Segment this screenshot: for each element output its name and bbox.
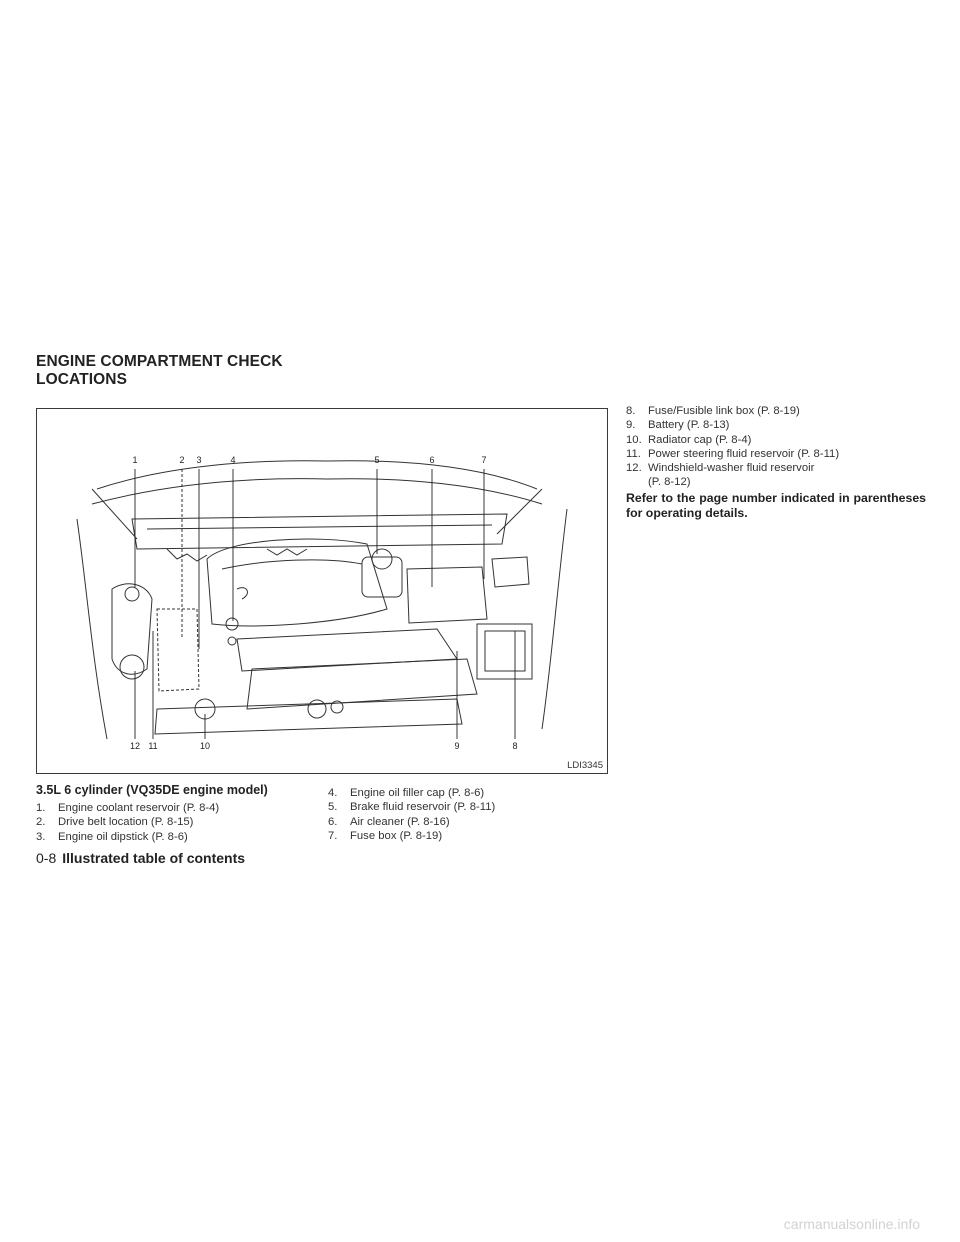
callout-8: 8: [512, 741, 518, 751]
list-item: [328, 800, 608, 814]
callout-9: 9: [454, 741, 460, 751]
item-text: Battery (P. 8-13): [648, 419, 730, 432]
item-number: 4.: [328, 787, 338, 799]
item-number: 11.: [626, 447, 641, 460]
item-text: Windshield-washer fluid reservoir: [648, 462, 815, 475]
list-item: [36, 801, 316, 815]
item-text: Air cleaner (P. 8-16): [350, 815, 450, 828]
book-section-title: Illustrated table of contents: [62, 850, 246, 866]
item-text: Fuse box (P. 8-19): [350, 829, 443, 842]
callout-1: 1: [132, 455, 138, 465]
operating-details-note: Refer to the page number indicated in parentheses for operating details.: [626, 491, 926, 520]
section-title: [36, 353, 336, 389]
item-text: Engine coolant reservoir (P. 8-4): [58, 802, 220, 814]
list-item-continuation: (P. 8-12): [648, 476, 691, 489]
figure-caption: 3.5L 6 cylinder (VQ35DE engine model): [36, 783, 268, 797]
figure-code: LDI3345: [567, 760, 603, 771]
item-number: 9.: [626, 419, 636, 432]
item-number: 10.: [626, 433, 642, 446]
item-text: Drive belt location (P. 8-15): [58, 816, 194, 829]
engine-compartment-figure: [36, 408, 608, 774]
list-item: [626, 461, 926, 475]
item-list-col3: [626, 404, 926, 490]
item-text: Radiator cap (P. 8-4): [648, 433, 752, 446]
watermark: carmanualsonline.info: [783, 1216, 920, 1232]
item-list-col1: [36, 801, 316, 844]
item-text: Engine oil filler cap (P. 8-6): [350, 787, 485, 799]
item-number: 12.: [626, 462, 642, 475]
callout-4: 4: [230, 455, 236, 465]
callout-10: 10: [199, 741, 210, 751]
page-number: 0-8: [36, 850, 57, 866]
item-number: 2.: [36, 816, 46, 829]
page-footer: [36, 850, 245, 866]
list-item: [626, 418, 926, 432]
list-item: [328, 786, 608, 800]
item-number: 5.: [328, 801, 338, 814]
callout-12: 12: [129, 741, 140, 751]
section-title-line1: ENGINE COMPARTMENT CHECK: [36, 353, 283, 370]
list-item: [328, 829, 608, 843]
list-item: [328, 815, 608, 829]
callout-2: 2: [179, 455, 185, 465]
list-item: [626, 433, 926, 447]
list-item: [626, 447, 926, 461]
list-item: [36, 815, 316, 829]
callout-7: 7: [481, 455, 487, 465]
list-item: [36, 830, 316, 844]
item-number: 6.: [328, 815, 338, 828]
section-title-line2: LOCATIONS: [36, 371, 128, 388]
engine-illustration: [37, 409, 607, 773]
item-list-col2: [328, 786, 608, 843]
item-text: Fuse/Fusible link box (P. 8-19): [648, 405, 800, 417]
callout-6: 6: [429, 455, 435, 465]
item-number: 3.: [36, 830, 46, 843]
callout-11: 11: [148, 741, 158, 751]
list-item: [626, 404, 926, 418]
item-number: 1.: [36, 802, 46, 814]
callout-5: 5: [374, 455, 380, 465]
item-text: Engine oil dipstick (P. 8-6): [58, 830, 188, 843]
item-text: Brake fluid reservoir (P. 8-11): [350, 801, 496, 814]
callout-3: 3: [196, 455, 202, 465]
item-text: Power steering fluid reservoir (P. 8-11): [648, 447, 840, 460]
item-number: 7.: [328, 829, 338, 842]
item-number: 8.: [626, 405, 636, 417]
